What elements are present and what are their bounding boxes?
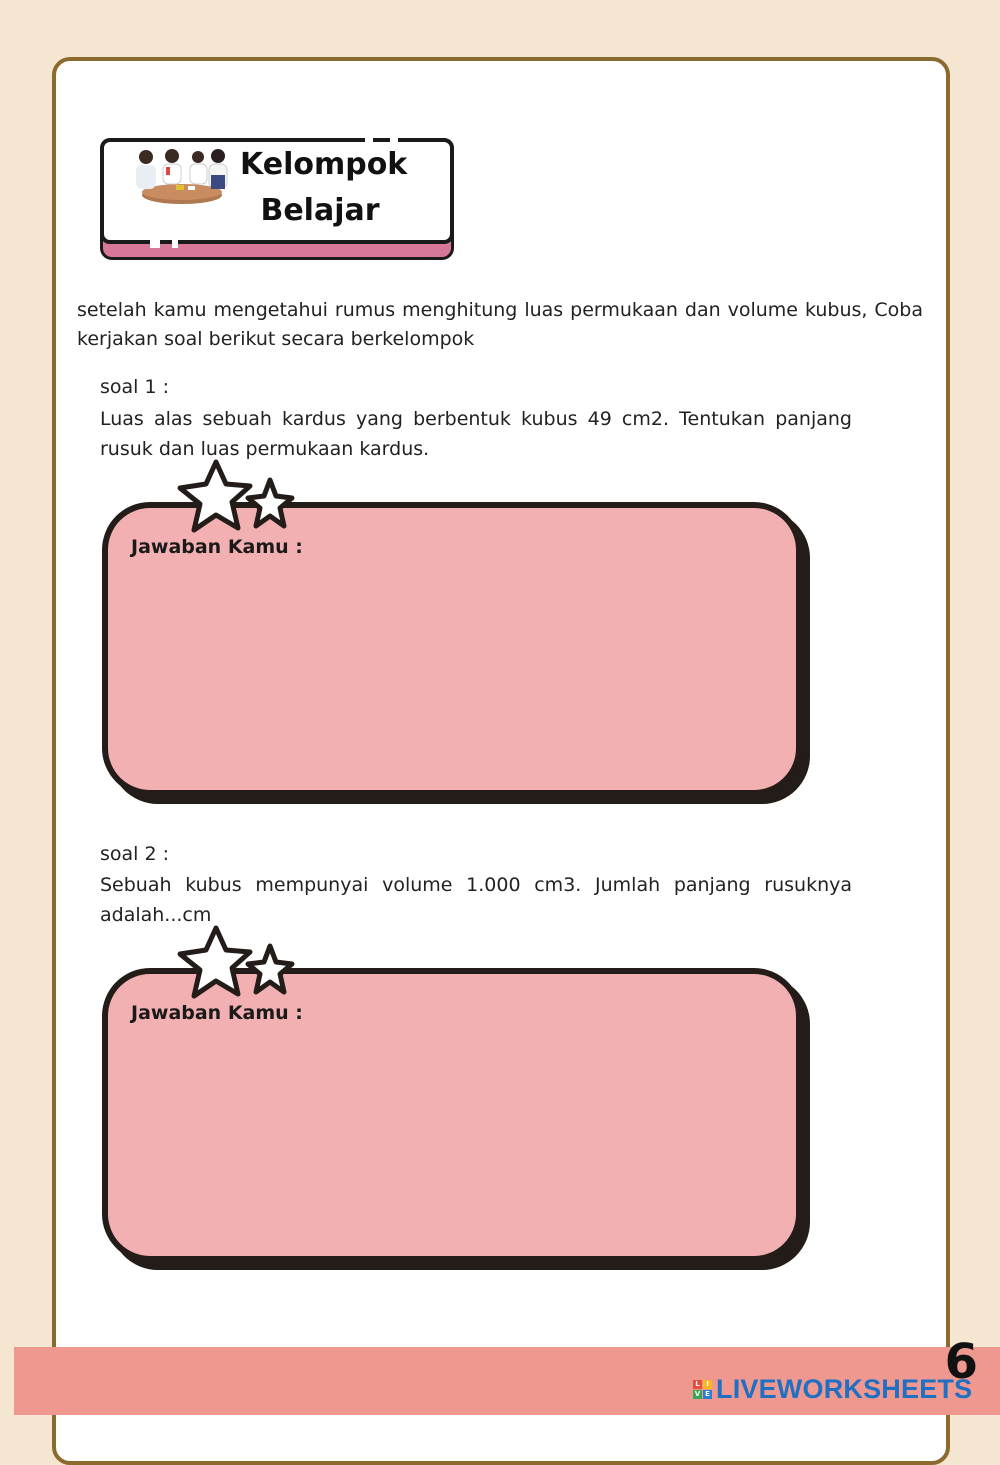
brand-name: LIVEWORKSHEETS [716,1373,973,1404]
question-2-text: Sebuah kubus mempunyai volume 1.000 cm3. Jumlah panjang rusuknya adalah...cm [100,874,852,926]
page-title [240,142,408,234]
question-2-label: soal 2 : [100,843,170,865]
answer-label-1: Jawaban Kamu : [131,536,303,558]
star-icon [168,924,303,1014]
study-group-illustration [126,145,236,207]
star-icon [168,458,303,548]
question-1-text: Luas alas sebuah kardus yang berbentuk kubus 49 cm2. Tentukan panjang rusuk dan luas permukaan kardus. [100,408,852,460]
badge-notch [172,238,178,248]
intro-text: setelah kamu mengetahui rumus menghitung luas permukaan dan volume kubus, Coba kerjakan soal berikut secara berkelompok [77,299,923,350]
question-1-label: soal 1 : [100,376,170,398]
brand-logo[interactable] [693,1374,972,1404]
badge-notch [150,238,160,248]
page-number: 6 [944,1334,978,1390]
answer-label-2: Jawaban Kamu : [131,1002,303,1024]
page-title-line-2: Belajar [260,193,380,228]
liveworksheets-logo-icon: L I V E [693,1380,712,1399]
page-title-line-1: Kelompok [240,147,408,182]
